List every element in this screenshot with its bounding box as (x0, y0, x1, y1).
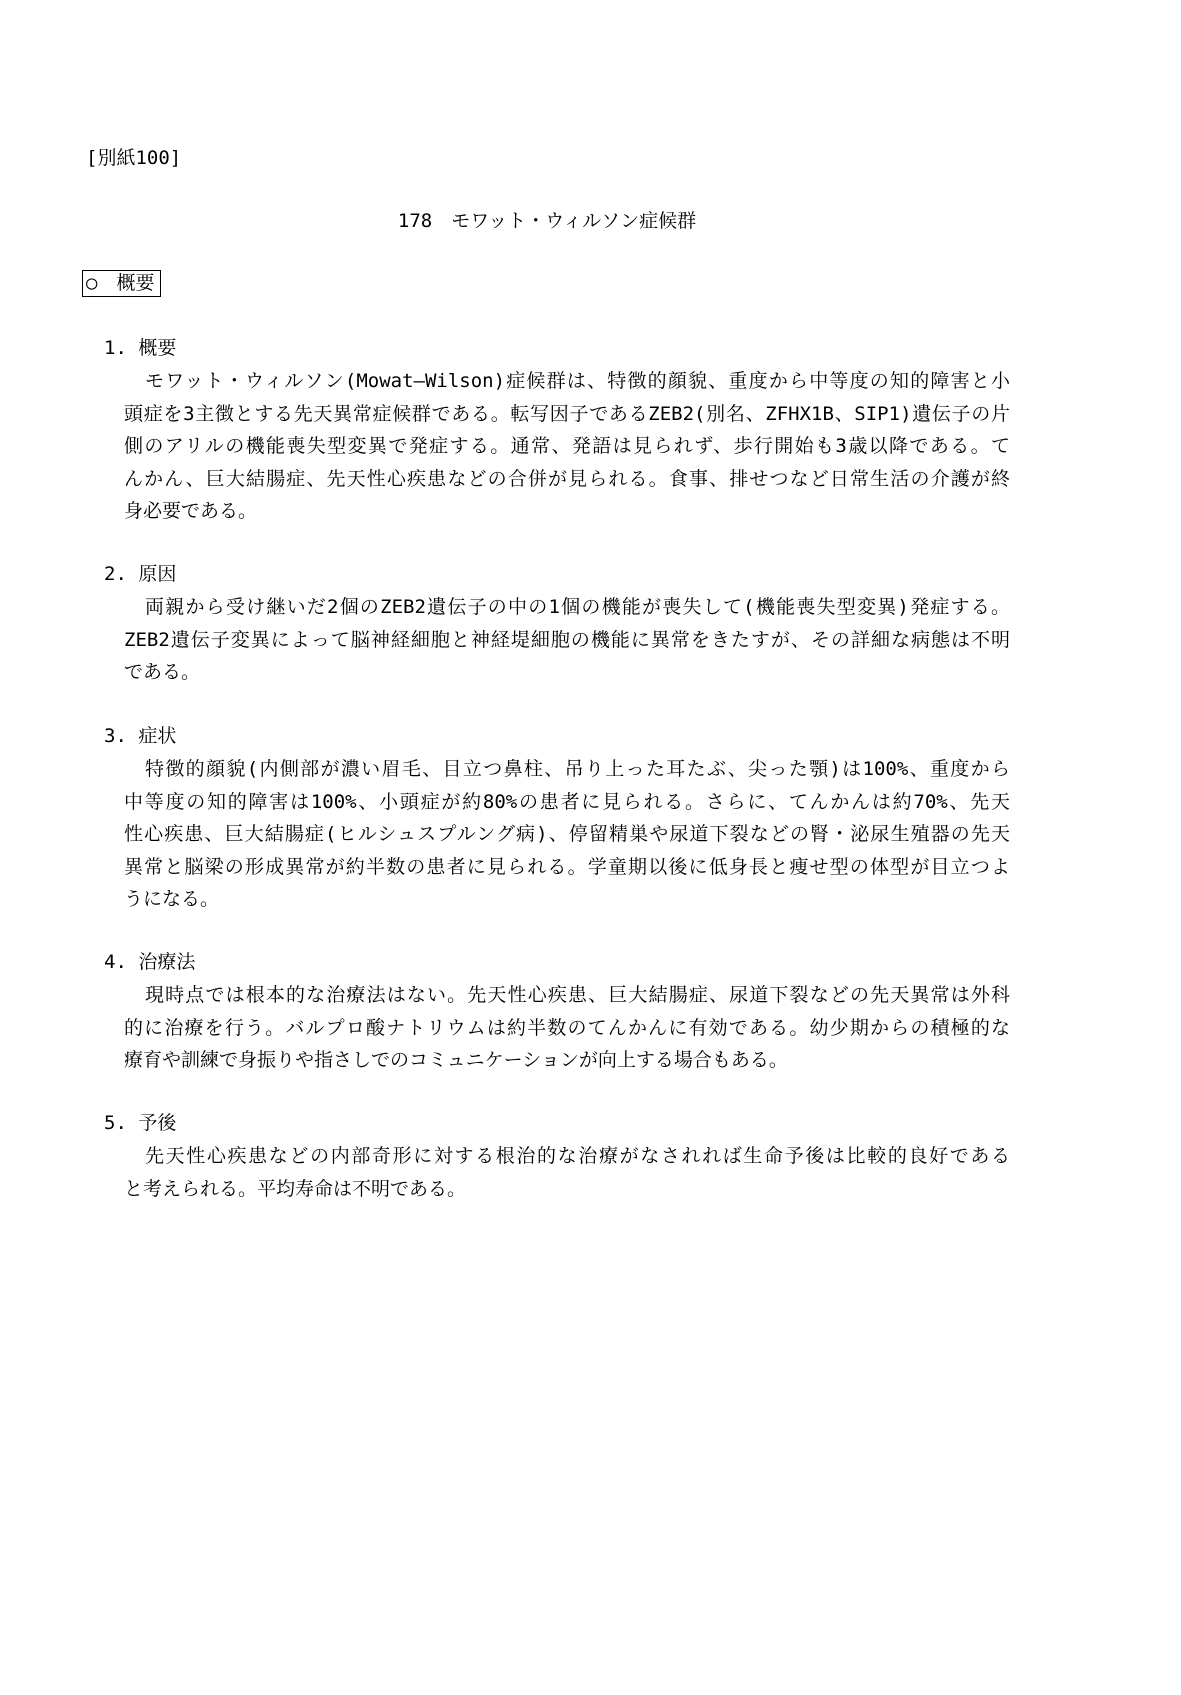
paragraph-line: である。 (124, 661, 201, 683)
paragraph-line: 特徴的顔貌(内側部が濃い眉毛、目立つ鼻柱、吊り上った耳たぶ、尖った顎)は100%、重度から (145, 758, 1010, 780)
paragraph-line: モワット・ウィルソン(Mowat—Wilson)症候群は、特徴的顔貌、重度から中等度の知的障害と小 (145, 370, 1010, 392)
paragraph-line: 異常と脳梁の形成異常が約半数の患者に見られる。学童期以後に低身長と痩せ型の体型が目立つよ (124, 855, 1010, 878)
section-heading: 2. 原因 (104, 563, 177, 585)
section-heading: 1. 概要 (104, 337, 177, 359)
section-heading: 5. 予後 (104, 1112, 177, 1134)
document-title: 178 モワット・ウィルソン症候群 (397, 210, 697, 232)
section-heading: 3. 症状 (104, 725, 177, 747)
paragraph-line: と考えられる。平均寿命は不明である。 (124, 1177, 467, 1200)
section-2 (104, 558, 1010, 689)
section-5 (104, 1107, 1010, 1205)
section-4 (104, 946, 1010, 1077)
section-3 (104, 720, 1010, 916)
paragraph-line: うになる。 (124, 888, 220, 910)
paragraph-line: んかん、巨大結腸症、先天性心疾患などの合併が見られる。食事、排せつなど日常生活の介護が終 (124, 467, 1010, 490)
paragraph-line: 現時点では根本的な治療法はない。先天性心疾患、巨大結腸症、尿道下裂などの先天異常は外科 (145, 984, 1010, 1006)
paragraph-line: 先天性心疾患などの内部奇形に対する根治的な治療がなされれば生命予後は比較的良好である (145, 1145, 1010, 1167)
overview-box-heading: ○ 概要 (82, 270, 161, 297)
paragraph-line: ZEB2遺伝子変異によって脳神経細胞と神経堤細胞の機能に異常をきたすが、その詳細な病態は不明 (124, 628, 1010, 651)
paragraph-line: 性心疾患、巨大結腸症(ヒルシュスプルング病)、停留精巣や尿道下裂などの腎・泌尿生殖器の先天 (124, 823, 1010, 845)
section-heading: 4. 治療法 (104, 951, 196, 973)
attachment-label: [別紙100] (86, 147, 182, 169)
paragraph-line: 頭症を3主徴とする先天異常症候群である。転写因子であるZEB2(別名、ZFHX1B、SIP1)遺伝子の片 (124, 402, 1010, 425)
paragraph-line: 的に治療を行う。バルプロ酸ナトリウムは約半数のてんかんに有効である。幼少期からの積極的な (124, 1016, 1010, 1039)
paragraph-line: 療育や訓練で身振りや指さしでのコミュニケーションが向上する場合もある。 (124, 1049, 788, 1071)
paragraph-line: 身必要である。 (124, 500, 258, 522)
paragraph-line: 側のアリルの機能喪失型変異で発症する。通常、発語は見られず、歩行開始も3歳以降である。て (124, 435, 1010, 457)
section-1 (104, 332, 1010, 528)
paragraph-line: 中等度の知的障害は100%、小頭症が約80%の患者に見られる。さらに、てんかんは約70%、先天 (124, 790, 1010, 813)
paragraph-line: 両親から受け継いだ2個のZEB2遺伝子の中の1個の機能が喪失して(機能喪失型変異)発症する。 (145, 596, 1010, 618)
